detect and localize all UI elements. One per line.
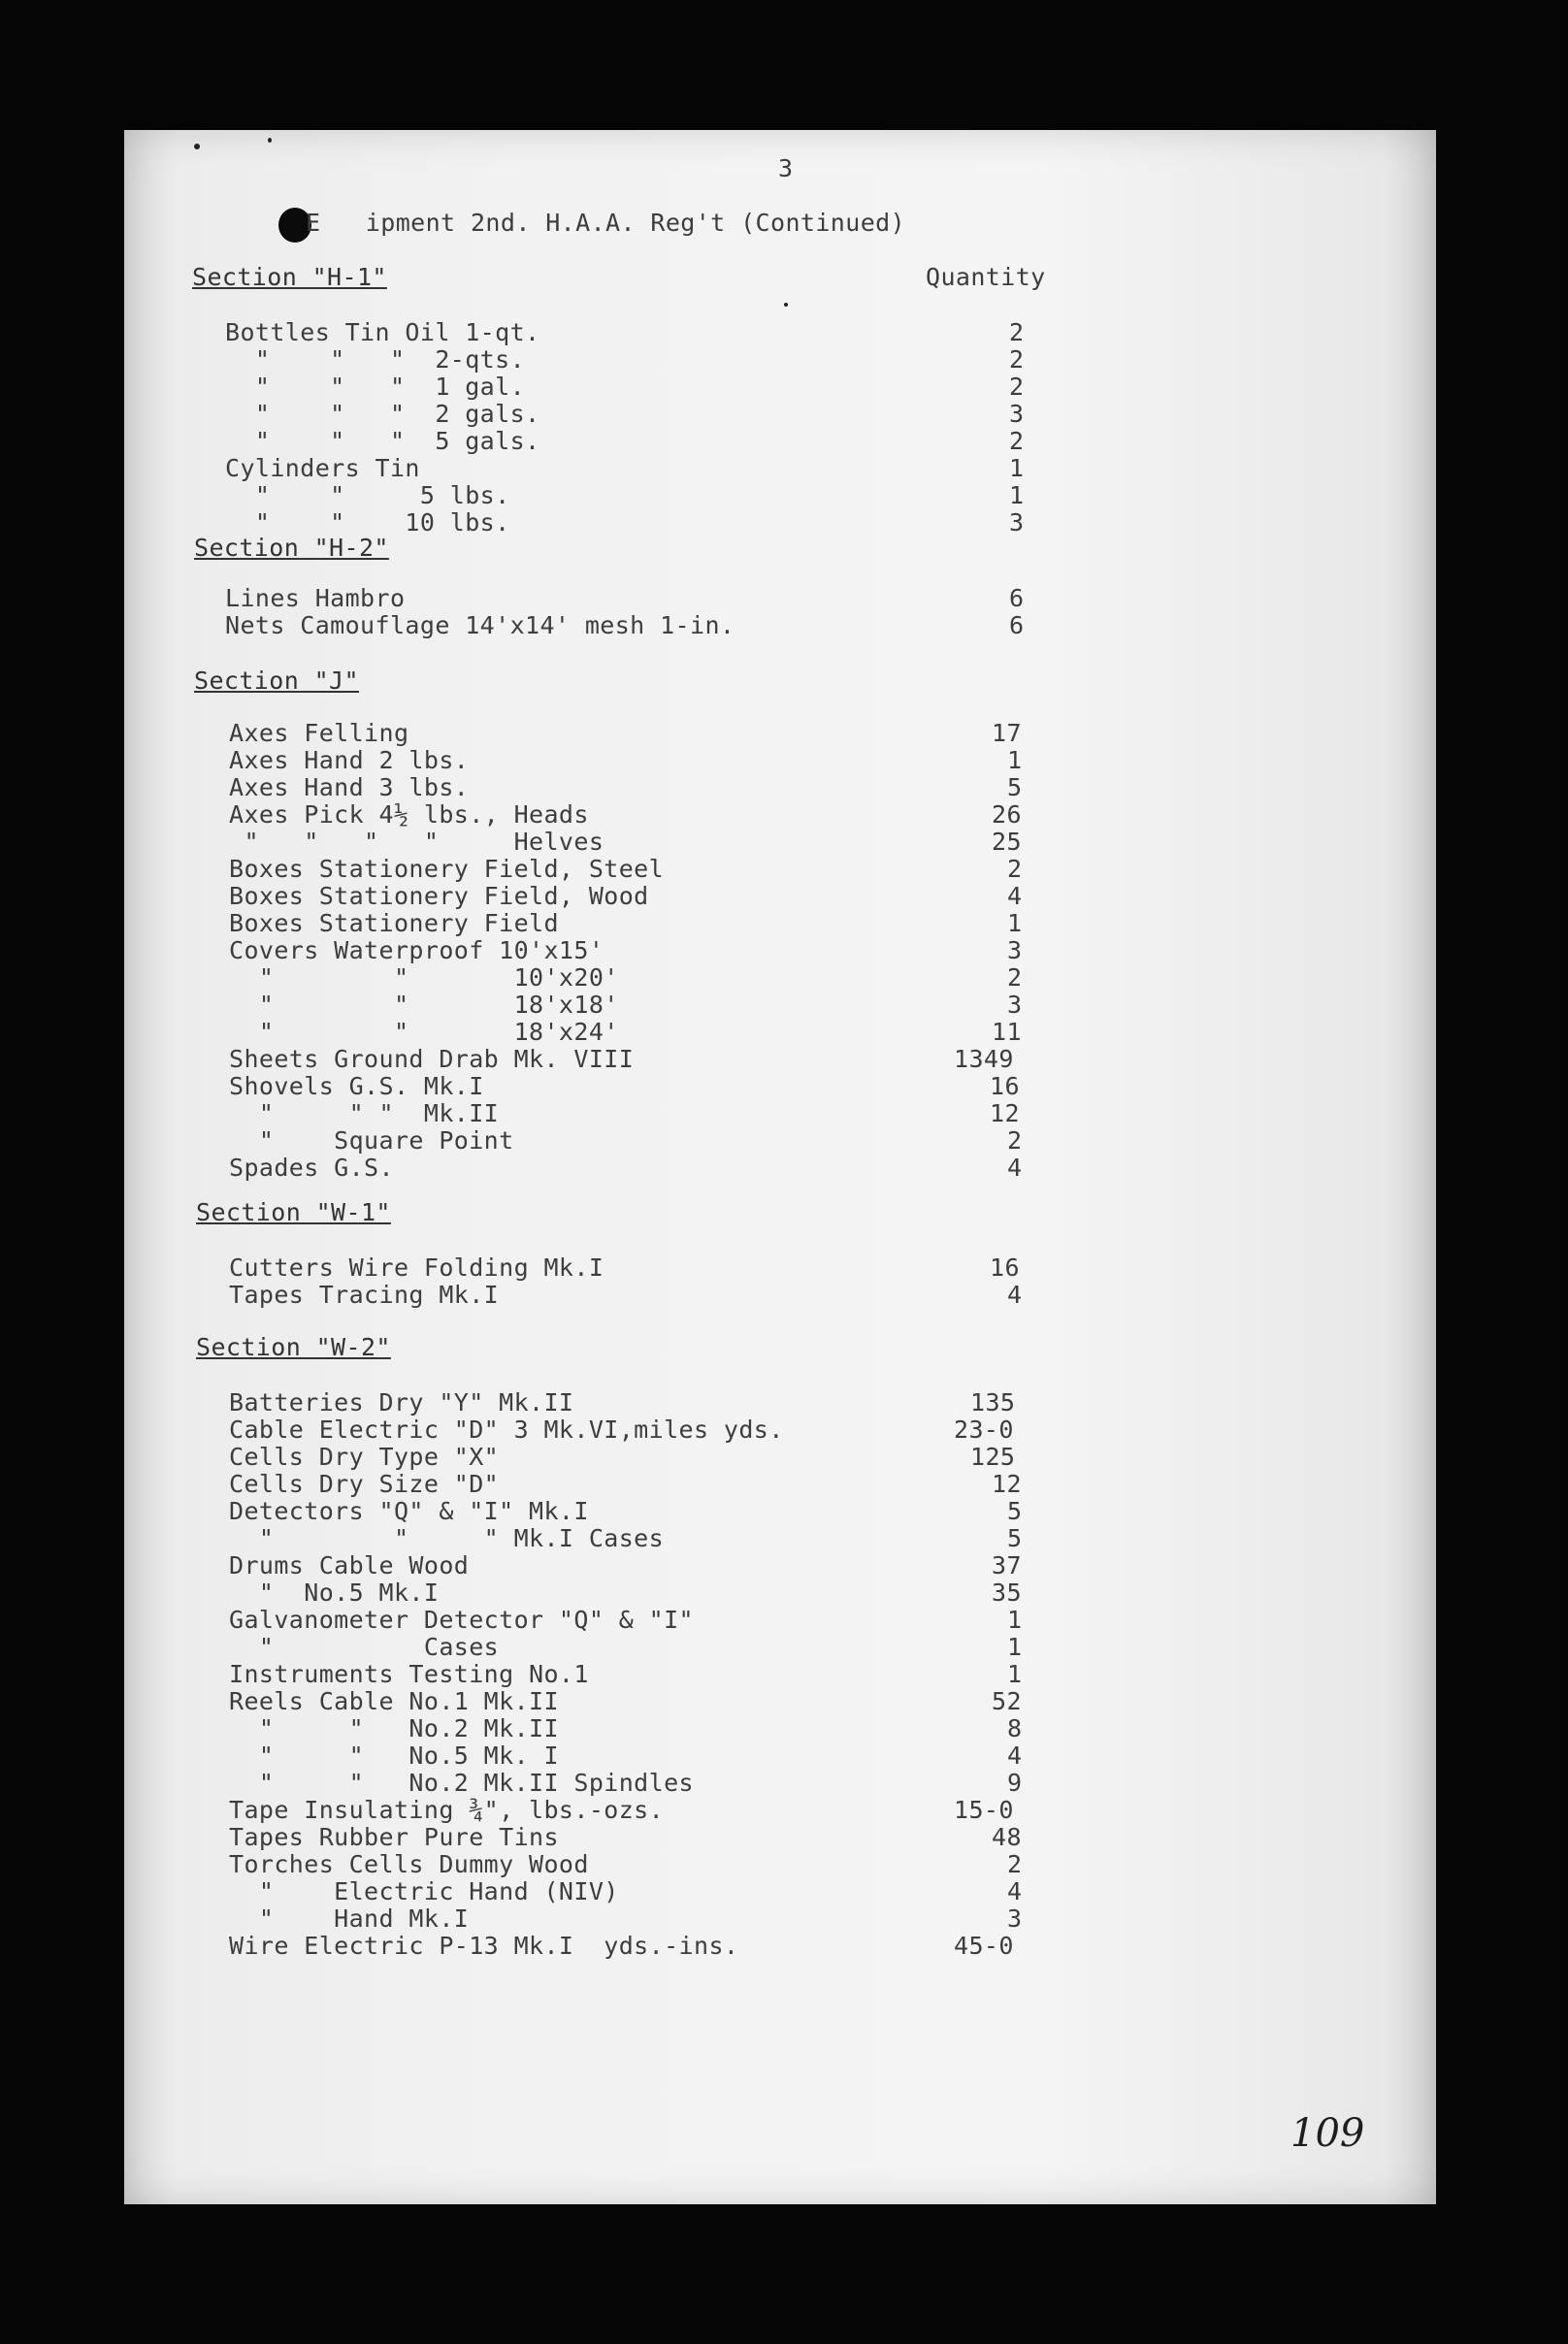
list-item [0, 1254, 1021, 1282]
item-qty: 2 [1009, 318, 1025, 346]
list-item [0, 720, 1021, 747]
list-item [0, 1851, 1021, 1878]
item-qty: 15-0 [954, 1796, 1014, 1824]
item-label: Sheets Ground Drab Mk. VIII [229, 1045, 635, 1073]
item-label: " Hand Mk.I [229, 1904, 470, 1933]
item-qty: 1349 [954, 1045, 1014, 1073]
item-label: Instruments Testing No.1 [229, 1660, 589, 1688]
item-qty: 8 [1007, 1714, 1023, 1742]
item-label: Drums Cable Wood [229, 1551, 470, 1579]
list-item [0, 345, 1025, 374]
list-item [0, 883, 1021, 910]
item-qty: 12 [990, 1099, 1020, 1127]
item-qty: 2 [1009, 427, 1025, 455]
list-item [0, 1607, 1021, 1634]
list-item [0, 1073, 1021, 1100]
item-label: " " 5 lbs. [225, 481, 510, 509]
section-heading: Section "W-2" [196, 1333, 391, 1361]
handwritten-sheet-number: 109 [1290, 2111, 1365, 2156]
item-qty: 3 [1009, 508, 1025, 537]
item-label: Galvanometer Detector "Q" & "I" [229, 1606, 694, 1634]
list-item [0, 318, 1025, 346]
item-qty: 3 [1007, 936, 1023, 964]
item-qty: 16 [990, 1072, 1020, 1100]
item-label: Boxes Stationery Field, Wood [229, 882, 649, 910]
section-heading: Section "J" [194, 667, 359, 695]
list-item [0, 964, 1021, 992]
section-heading: Section "H-1" [192, 263, 387, 291]
item-label: Spades G.S. [229, 1154, 394, 1182]
item-label: Batteries Dry "Y" Mk.II [229, 1388, 574, 1416]
list-item [0, 910, 1021, 937]
item-label: Nets Camouflage 14'x14' mesh 1-in. [225, 611, 735, 639]
item-label: " " No.2 Mk.II [229, 1714, 559, 1742]
item-qty: 1 [1007, 909, 1023, 937]
item-qty: 17 [992, 719, 1022, 747]
item-qty: 11 [992, 1018, 1022, 1046]
item-qty: 135 [970, 1388, 1016, 1416]
item-label: " No.5 Mk.I [229, 1579, 440, 1607]
section-heading: Section "W-1" [196, 1198, 391, 1226]
list-item [0, 1100, 1021, 1127]
section-heading: Section "H-2" [194, 534, 389, 562]
list-item [0, 1905, 1021, 1933]
item-label: " " 10 lbs. [225, 508, 510, 537]
item-qty: 1 [1007, 1660, 1023, 1688]
list-item [0, 1742, 1021, 1770]
item-label: " " " " Helves [229, 828, 604, 856]
item-label: Tape Insulating ¾", lbs.-ozs. [229, 1796, 665, 1824]
item-label: Wire Electric P-13 Mk.I yds.-ins. [229, 1932, 739, 1960]
list-item [0, 1471, 1021, 1498]
item-label: Axes Hand 3 lbs. [229, 773, 470, 801]
item-label: Bottles Tin Oil 1-qt. [225, 318, 540, 346]
item-qty: 5 [1007, 1497, 1023, 1525]
list-item [0, 1688, 1021, 1715]
list-item [0, 937, 1021, 964]
item-qty: 5 [1007, 1524, 1023, 1552]
item-qty: 16 [990, 1253, 1020, 1282]
list-item [0, 747, 1021, 774]
item-qty: 2 [1007, 963, 1023, 992]
item-label: " " No.2 Mk.II Spindles [229, 1769, 694, 1797]
item-label: " " " Mk.I Cases [229, 1524, 665, 1552]
item-qty: 1 [1009, 481, 1025, 509]
item-label: Shovels G.S. Mk.I [229, 1072, 484, 1100]
item-label: Tapes Tracing Mk.I [229, 1281, 500, 1309]
list-item [0, 1127, 1021, 1155]
item-label: Axes Felling [229, 719, 409, 747]
item-qty: 23-0 [954, 1416, 1014, 1444]
item-qty: 12 [992, 1470, 1022, 1498]
item-qty: 9 [1007, 1769, 1023, 1797]
item-qty: 35 [992, 1579, 1022, 1607]
list-item [0, 373, 1025, 401]
item-qty: 37 [992, 1551, 1022, 1579]
item-label: " " " Mk.II [229, 1099, 500, 1127]
item-label: " " " 2 gals. [225, 400, 540, 428]
item-qty: 6 [1009, 611, 1025, 639]
item-qty: 4 [1007, 1281, 1023, 1309]
list-item [0, 427, 1025, 455]
item-label: Cutters Wire Folding Mk.I [229, 1253, 604, 1282]
item-qty: 5 [1007, 773, 1023, 801]
item-qty: 1 [1007, 1606, 1023, 1634]
dust-speck [194, 144, 200, 149]
item-label: " Electric Hand (NIV) [229, 1877, 619, 1905]
quantity-header: Quantity [926, 263, 1046, 291]
document-title: E ipment 2nd. H.A.A. Reg't (Continued) [306, 209, 906, 237]
dust-speck [268, 138, 272, 143]
item-label: " " " 1 gal. [225, 373, 526, 401]
item-qty: 6 [1009, 584, 1025, 612]
item-qty: 48 [992, 1823, 1022, 1851]
item-label: Detectors "Q" & "I" Mk.I [229, 1497, 589, 1525]
item-label: Boxes Stationery Field, Steel [229, 855, 665, 883]
list-item [0, 481, 1025, 509]
list-item [0, 1416, 1021, 1444]
item-label: Cable Electric "D" 3 Mk.VI,miles yds. [229, 1416, 784, 1444]
item-label: Cylinders Tin [225, 454, 420, 482]
item-qty: 2 [1009, 345, 1025, 374]
list-item [0, 1579, 1021, 1607]
list-item [0, 584, 1025, 612]
item-label: Cells Dry Size "D" [229, 1470, 500, 1498]
item-qty: 2 [1007, 1850, 1023, 1878]
list-item [0, 801, 1021, 829]
item-label: " " 18'x18' [229, 991, 619, 1019]
item-qty: 1 [1007, 746, 1023, 774]
list-item [0, 508, 1025, 537]
item-qty: 4 [1007, 1742, 1023, 1770]
item-qty: 125 [970, 1443, 1016, 1471]
item-qty: 3 [1009, 400, 1025, 428]
list-item [0, 1933, 1021, 1960]
list-item [0, 1552, 1021, 1579]
list-item [0, 1634, 1021, 1661]
item-label: Cells Dry Type "X" [229, 1443, 500, 1471]
item-label: Torches Cells Dummy Wood [229, 1850, 589, 1878]
list-item [0, 454, 1025, 482]
list-item [0, 1046, 1021, 1073]
list-item [0, 856, 1021, 883]
item-label: Reels Cable No.1 Mk.II [229, 1687, 559, 1715]
list-item [0, 1444, 1021, 1471]
list-item [0, 611, 1025, 639]
item-qty: 25 [992, 828, 1022, 856]
item-label: " " No.5 Mk. I [229, 1742, 559, 1770]
list-item [0, 1155, 1021, 1182]
list-item [0, 774, 1021, 801]
item-qty: 3 [1007, 1904, 1023, 1933]
list-item [0, 1661, 1021, 1688]
item-label: " " " 2-qts. [225, 345, 526, 374]
item-label: " " 10'x20' [229, 963, 619, 992]
item-label: " " " 5 gals. [225, 427, 540, 455]
item-label: Boxes Stationery Field [229, 909, 559, 937]
item-label: Axes Hand 2 lbs. [229, 746, 470, 774]
list-item [0, 1282, 1021, 1309]
list-item [0, 1389, 1021, 1416]
page-number: 3 [778, 154, 794, 182]
list-item [0, 1715, 1021, 1742]
item-label: Axes Pick 4½ lbs., Heads [229, 800, 589, 829]
item-label: Covers Waterproof 10'x15' [229, 936, 604, 964]
list-item [0, 1797, 1021, 1824]
item-qty: 1 [1007, 1633, 1023, 1661]
item-qty: 52 [992, 1687, 1022, 1715]
item-label: Tapes Rubber Pure Tins [229, 1823, 559, 1851]
item-qty: 4 [1007, 1877, 1023, 1905]
list-item [0, 1770, 1021, 1797]
item-qty: 1 [1009, 454, 1025, 482]
item-qty: 4 [1007, 1154, 1023, 1182]
item-qty: 2 [1007, 855, 1023, 883]
item-label: " " 18'x24' [229, 1018, 619, 1046]
list-item [0, 1019, 1021, 1046]
dust-speck [784, 303, 788, 307]
item-qty: 2 [1007, 1126, 1023, 1155]
item-qty: 26 [992, 800, 1022, 829]
list-item [0, 1525, 1021, 1552]
list-item [0, 1824, 1021, 1851]
item-label: " Square Point [229, 1126, 514, 1155]
list-item [0, 829, 1021, 856]
item-qty: 3 [1007, 991, 1023, 1019]
list-item [0, 1498, 1021, 1525]
item-label: Lines Hambro [225, 584, 406, 612]
list-item [0, 1878, 1021, 1905]
list-item [0, 400, 1025, 428]
item-qty: 4 [1007, 882, 1023, 910]
item-qty: 45-0 [954, 1932, 1014, 1960]
item-qty: 2 [1009, 373, 1025, 401]
list-item [0, 992, 1021, 1019]
item-label: " Cases [229, 1633, 500, 1661]
